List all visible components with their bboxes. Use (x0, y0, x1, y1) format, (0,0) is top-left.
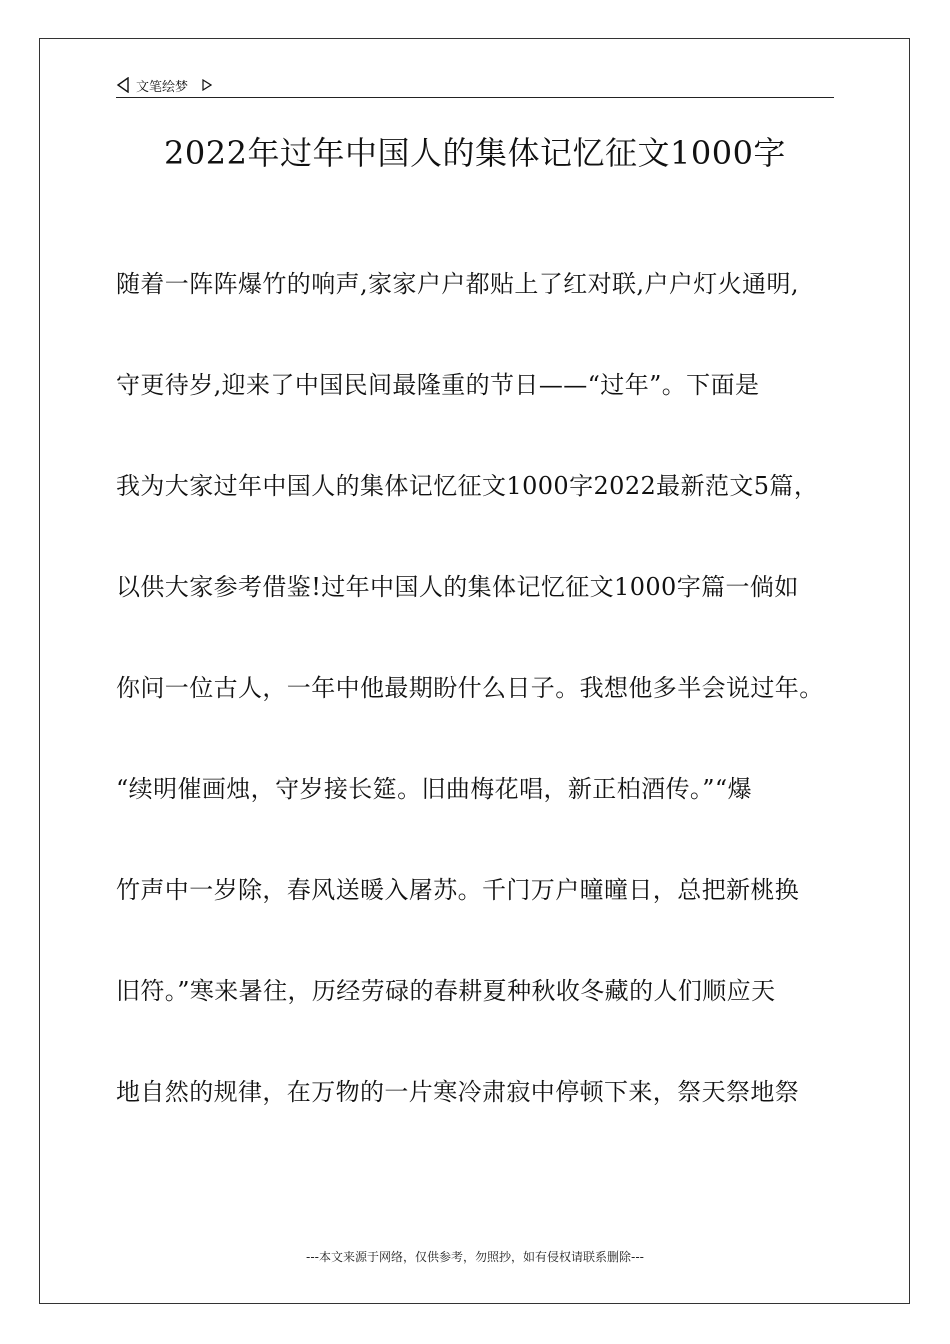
body-line: 守更待岁,迎来了中国民间最隆重的节日——“过年”。下面是 (116, 371, 760, 399)
body-line: 地自然的规律，在万物的一片寒冷肃寂中停顿下来，祭天祭地祭 (116, 1078, 800, 1106)
triangle-right-icon (202, 79, 212, 91)
header-divider (116, 97, 834, 98)
body-line: 竹声中一岁除，春风送暖入屠苏。千门万户曈曈日，总把新桃换 (116, 876, 800, 904)
header-text: 文笔绘梦 (136, 79, 189, 95)
document-title: 2022年过年中国人的集体记忆征文1000字 (164, 134, 786, 172)
body-line: 旧符。”寒来暑往，历经劳碌的春耕夏种秋收冬藏的人们顺应天 (116, 977, 776, 1005)
document-header (116, 74, 212, 96)
triangle-left-icon (116, 77, 130, 93)
footer-disclaimer: ---本文来源于网络，仅供参考，勿照抄，如有侵权请联系删除--- (306, 1250, 644, 1264)
body-line: 你问一位古人，一年中他最期盼什么日子。我想他多半会说过年。 (116, 674, 824, 702)
body-line: “续明催画烛，守岁接长筵。旧曲梅花唱，新正柏酒传。”“爆 (116, 775, 753, 803)
body-line: 以供大家参考借鉴!过年中国人的集体记忆征文1000字篇一倘如 (116, 573, 799, 601)
body-text (116, 260, 846, 1169)
body-line: 我为大家过年中国人的集体记忆征文1000字2022最新范文5篇， (116, 472, 819, 500)
body-line: 随着一阵阵爆竹的响声,家家户户都贴上了红对联,户户灯火通明, (116, 270, 799, 298)
